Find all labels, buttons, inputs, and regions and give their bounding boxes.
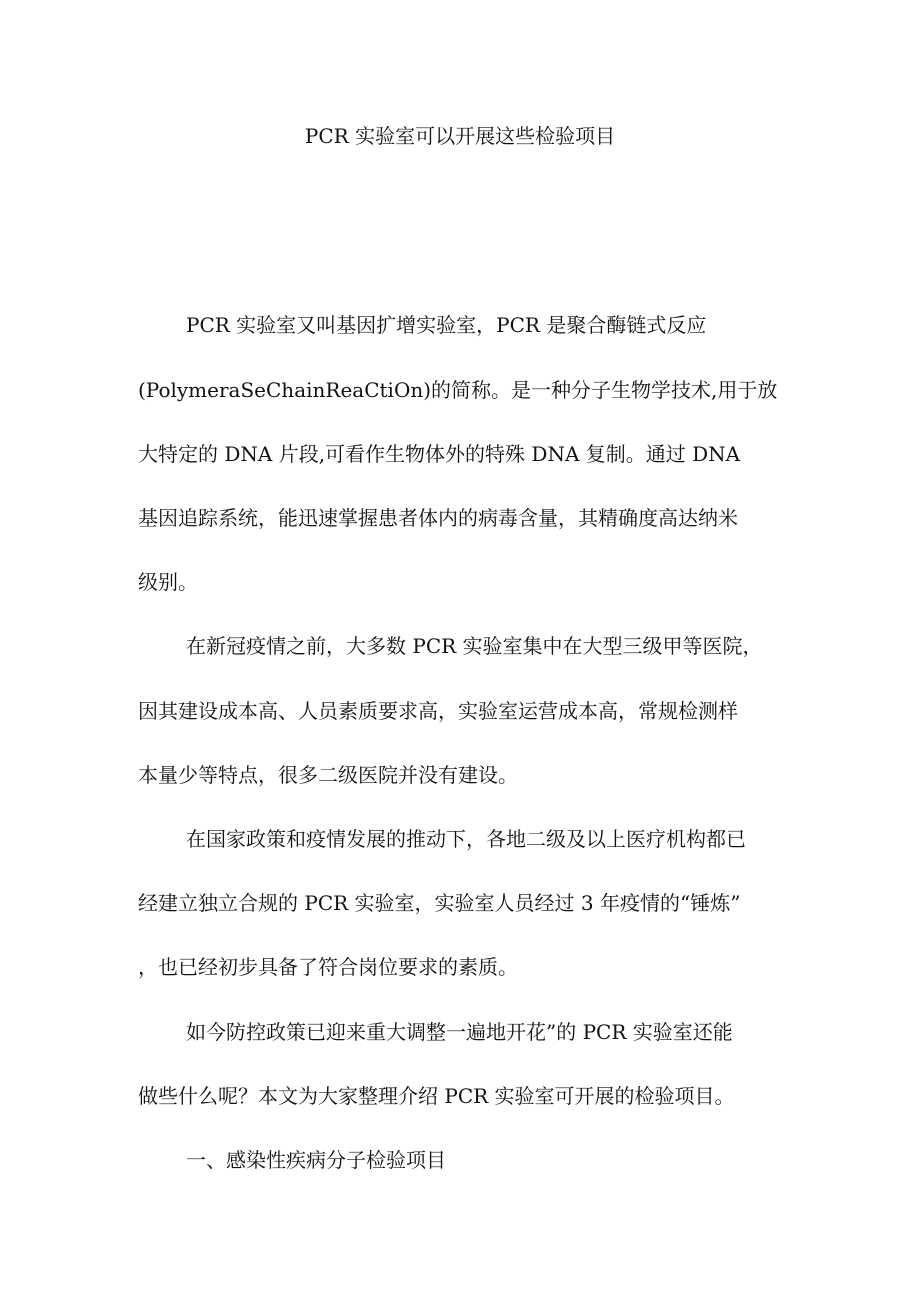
paragraph-3-line-1: 在国家政策和疫情发展的推动下，各地二级及以上医疗机构都已 [186,827,746,851]
paragraph-4-line-1: 如今防控政策已迎来重大调整一遍地开花”的 PCR 实验室还能 [186,1020,733,1044]
paragraph-1-line-5: 级别。 [138,570,198,594]
section-heading: 一、感染性疾病分子检验项目 [186,1148,446,1172]
paragraph-3-line-3: ，也已经初步具备了符合岗位要求的素质。 [138,955,518,979]
paragraph-2-line-2: 因其建设成本高、人员素质要求高，实验室运营成本高，常规检测样 [138,699,738,723]
paragraph-1-line-2: (PolymeraSeChainReaCtiOn)的简称。是一种分子生物学技术,用于放 [138,378,778,402]
paragraph-2-line-3: 本量少等特点，很多二级医院并没有建设。 [138,763,518,787]
paragraph-1-line-4: 基因追踪系统，能迅速掌握患者体内的病毒含量，其精确度高达纳米 [138,506,738,530]
paragraph-1-line-3: 大特定的 DNA 片段,可看作生物体外的特殊 DNA 复制。通过 DNA [138,442,741,466]
paragraph-1-line-1: PCR 实验室又叫基因扩增实验室，PCR 是聚合酶链式反应 [186,313,707,337]
document-title: PCR 实验室可以开展这些检验项目 [304,124,616,148]
paragraph-3-line-2: 经建立独立合规的 PCR 实验室，实验室人员经过 3 年疫情的“锤炼” [138,891,741,915]
paragraph-4-line-2: 做些什么呢？本文为大家整理介绍 PCR 实验室可开展的检验项目。 [138,1084,735,1108]
paragraph-2-line-1: 在新冠疫情之前，大多数 PCR 实验室集中在大型三级甲等医院， [186,634,763,658]
